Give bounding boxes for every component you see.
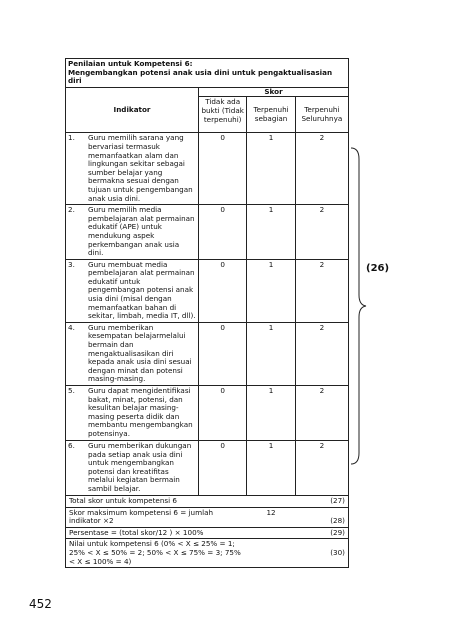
score-2: 2 [295, 259, 348, 322]
indicator-cell [66, 205, 199, 260]
brace-total-label: (26) [366, 263, 390, 274]
score-0: 0 [199, 133, 247, 205]
score-col-header-1: Terpenuhi sebagian [247, 97, 295, 133]
score-2: 2 [295, 133, 348, 205]
title-line-1: Penilaian untuk Kompetensi 6: [68, 59, 193, 68]
curly-brace-icon [350, 147, 368, 465]
item-text: Guru membuat media pembelajaran alat permainan edukatif untuk pengembangan potensi anak usia dini (misal dengan memanfaatkan bahan di sekitar, limbah, media IT, dll). [88, 259, 196, 321]
page-number: 452 [29, 597, 52, 611]
item-number: 5. [68, 386, 75, 395]
score-0: 0 [199, 205, 247, 260]
score-1: 1 [247, 322, 295, 385]
score-2: 2 [295, 205, 348, 260]
table-row [66, 205, 349, 260]
max-label-cell [66, 507, 247, 527]
max-label: Skor maksimum kompetensi 6 = jumlah indikator ×2 [69, 507, 214, 526]
score-2: 2 [295, 322, 348, 385]
score-0: 0 [199, 441, 247, 496]
indicator-cell [66, 133, 199, 205]
table-row [66, 322, 349, 385]
score-1: 1 [247, 259, 295, 322]
item-text: Guru memberikan dukungan pada setiap anak usia dini untuk mengembangkan potensi dan kreatifitas melalui kegiatan bermain sambil belajar. [88, 441, 192, 493]
table-title [66, 59, 349, 88]
score-1: 1 [247, 386, 295, 441]
item-text: Guru memilih sarana yang bervariasi termasuk memanfaatkan alam dan lingkungan sekitar sebagai sumber belajar yang bermakna sesuai dengan tujuan untuk pengembangan anak usia dini. [88, 133, 193, 203]
pct-label: Persentase = (total skor/12 ) × 100% [69, 527, 204, 537]
score-0: 0 [199, 259, 247, 322]
indikator-header: Indikator [66, 87, 199, 133]
total-label: Total skor untuk kompetensi 6 [69, 496, 177, 505]
score-col-header-2: Terpenuhi Seluruhnya [295, 97, 348, 133]
pct-label-cell [66, 527, 247, 539]
indicator-cell [66, 441, 199, 496]
table-title-row [66, 59, 349, 88]
title-line-2: Mengembangkan potensi anak usia dini untuk pengaktualisasian diri [68, 67, 333, 86]
item-number: 2. [68, 205, 75, 215]
table-row [66, 386, 349, 441]
total-row [66, 496, 349, 508]
item-text: Guru memilih media pembelajaran alat permainan edukatif (APE) untuk mendukung aspek perkembangan anak usia dini. [88, 205, 195, 258]
item-number: 4. [68, 322, 75, 332]
max-score-row [66, 507, 349, 527]
indicator-cell [66, 259, 199, 322]
table-row [66, 441, 349, 496]
item-text: Guru memberikan kesempatan belajarmelalui bermain dan mengaktualisasikan diri kepada anak usia dini sesuai dengan minat dan potensi masing-masing. [88, 322, 192, 384]
score-2: 2 [295, 441, 348, 496]
item-text: Guru dapat mengidentifikasi bakat, minat, potensi, dan kesulitan belajar masing-masing peserta didik dan membantu mengembangkan potensinya. [88, 386, 193, 438]
nilai-ref: (30) [330, 547, 345, 557]
nilai-label-cell [66, 539, 247, 568]
score-1: 1 [247, 133, 295, 205]
pct-ref-cell [247, 527, 349, 539]
total-ref: (27) [330, 496, 345, 505]
score-2: 2 [295, 386, 348, 441]
item-number: 1. [68, 133, 75, 143]
pct-ref: (29) [330, 527, 345, 537]
max-ref: (28) [330, 516, 345, 526]
nilai-label: Nilai untuk kompetensi 6 (0% < X ≤ 25% = 1; 25% < X ≤ 50% = 2; 50% < X ≤ 75% = 3; 75% < X ≤ 100% = 4) [69, 539, 241, 566]
indicator-cell [66, 386, 199, 441]
indicator-cell [66, 322, 199, 385]
nilai-row [66, 539, 349, 568]
skor-header: Skor [199, 87, 349, 97]
score-1: 1 [247, 441, 295, 496]
header-row-skor [66, 87, 349, 97]
max-value: 12 [266, 507, 276, 517]
percentage-row [66, 527, 349, 539]
score-col-header-0: Tidak ada bukti (Tidak terpenuhi) [199, 97, 247, 133]
score-0: 0 [199, 386, 247, 441]
max-ref-cell [295, 507, 348, 527]
nilai-ref-cell [247, 539, 349, 568]
score-0: 0 [199, 322, 247, 385]
table-row [66, 259, 349, 322]
item-number: 6. [68, 441, 75, 450]
total-cell [66, 496, 349, 508]
max-value-cell [247, 507, 295, 527]
competency-6-assessment-table [65, 58, 349, 568]
score-1: 1 [247, 205, 295, 260]
item-number: 3. [68, 259, 75, 269]
table-row [66, 133, 349, 205]
